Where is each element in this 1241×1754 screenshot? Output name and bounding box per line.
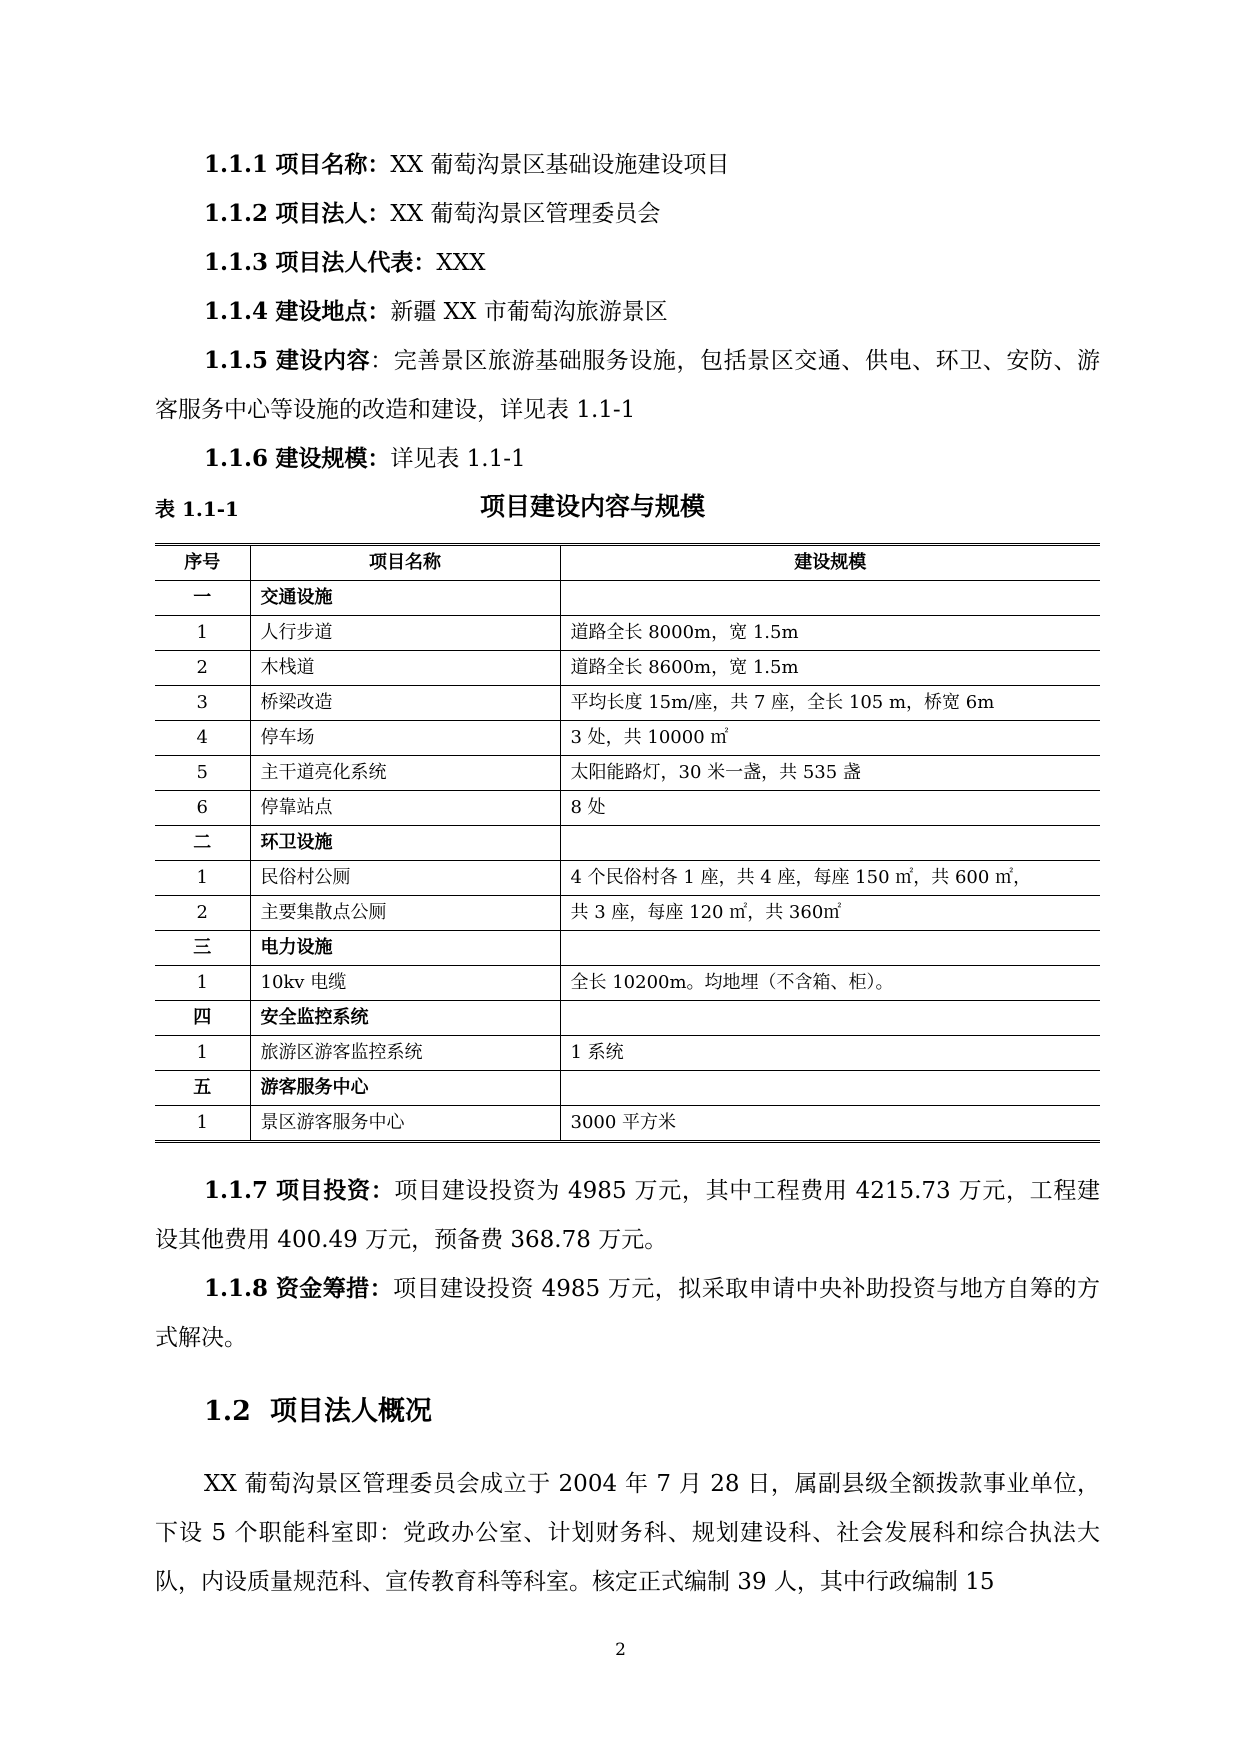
- table-row: [155, 1036, 1100, 1071]
- item-label: 项目名称：: [275, 151, 391, 178]
- cell-scale: 4 个民俗村各 1 座，共 4 座，每座 150 ㎡，共 600 ㎡，: [560, 861, 1100, 896]
- cell-no: 五: [155, 1071, 250, 1106]
- table-row: [155, 791, 1100, 826]
- item-1-1-5: [155, 336, 1100, 435]
- cell-no: 三: [155, 931, 250, 966]
- page-number: 2: [615, 1640, 626, 1660]
- table-row: [155, 651, 1100, 686]
- item-1-1-2: [155, 189, 1100, 239]
- section-heading: [204, 1392, 432, 1432]
- cell-scale: [560, 931, 1100, 966]
- table-row: [155, 931, 1100, 966]
- item-number: 1.1.3: [204, 249, 269, 276]
- item-1-1-6: [155, 434, 1100, 484]
- item-number: 1.1.5: [204, 347, 269, 374]
- cell-no: 5: [155, 756, 250, 791]
- section-title: 项目法人概况: [270, 1396, 432, 1427]
- item-number: 1.1.1: [204, 151, 269, 178]
- cell-name: 停靠站点: [250, 791, 560, 826]
- cell-no: 1: [155, 1106, 250, 1142]
- cell-scale: [560, 1001, 1100, 1036]
- item-number: 1.1.4: [204, 298, 269, 325]
- item-1-1-7: [155, 1166, 1100, 1265]
- cell-name: 主干道亮化系统: [250, 756, 560, 791]
- cell-name: 环卫设施: [250, 826, 560, 861]
- table-row: [155, 896, 1100, 931]
- cell-no: 1: [155, 861, 250, 896]
- cell-no: 一: [155, 581, 250, 616]
- table-row: [155, 826, 1100, 861]
- cell-name: 电力设施: [250, 931, 560, 966]
- table-row: [155, 721, 1100, 756]
- cell-name: 游客服务中心: [250, 1071, 560, 1106]
- cell-no: 2: [155, 651, 250, 686]
- cell-scale: 道路全长 8600m，宽 1.5m: [560, 651, 1100, 686]
- item-text: 新疆 XX 市葡萄沟旅游景区: [390, 299, 668, 325]
- item-number: 1.1.6: [204, 445, 269, 472]
- cell-no: 1: [155, 616, 250, 651]
- cell-no: 二: [155, 826, 250, 861]
- construction-table: [155, 543, 1100, 1143]
- item-text: 项目建设投资为 4985 万元，其中工程费用 4215.73 万元，工程建设其他费用 400.49 万元，预备费 368.78 万元。: [155, 1178, 1101, 1253]
- cell-name: 景区游客服务中心: [250, 1106, 560, 1142]
- item-text: 详见表 1.1-1: [390, 446, 526, 472]
- cell-name: 停车场: [250, 721, 560, 756]
- item-1-1-1: [155, 140, 1100, 190]
- item-number: 1.1.2: [204, 200, 269, 227]
- cell-no: 1: [155, 966, 250, 1001]
- item-text: ：完善景区旅游基础服务设施，包括景区交通、供电、环卫、安防、游客服务中心等设施的改造和建设，详见表 1.1-1: [155, 348, 1101, 423]
- cell-no: 1: [155, 1036, 250, 1071]
- item-number: 1.1.8: [204, 1275, 269, 1302]
- item-1-1-3: [155, 238, 1100, 288]
- cell-no: 6: [155, 791, 250, 826]
- item-label: 项目法人：: [275, 200, 391, 227]
- table-row: [155, 1106, 1100, 1142]
- table-row: [155, 686, 1100, 721]
- cell-scale: 全长 10200m。均地埋（不含箱、柜）。: [560, 966, 1100, 1001]
- cell-name: 人行步道: [250, 616, 560, 651]
- table-row: [155, 581, 1100, 616]
- cell-scale: 3 处，共 10000 ㎡: [560, 721, 1100, 756]
- cell-scale: 1 系统: [560, 1036, 1100, 1071]
- cell-name: 旅游区游客监控系统: [250, 1036, 560, 1071]
- item-label: 资金筹措：: [275, 1275, 394, 1302]
- cell-scale: 道路全长 8000m，宽 1.5m: [560, 616, 1100, 651]
- item-label: 项目投资：: [276, 1177, 395, 1204]
- header-name: 项目名称: [250, 545, 560, 581]
- cell-scale: 8 处: [560, 791, 1100, 826]
- cell-scale: [560, 581, 1100, 616]
- item-label: 建设规模：: [275, 445, 391, 472]
- table-title: 项目建设内容与规模: [480, 492, 706, 521]
- cell-no: 4: [155, 721, 250, 756]
- cell-no: 四: [155, 1001, 250, 1036]
- header-scale: 建设规模: [560, 545, 1100, 581]
- cell-name: 主要集散点公厕: [250, 896, 560, 931]
- cell-name: 10kv 电缆: [250, 966, 560, 1001]
- item-number: 1.1.7: [204, 1177, 269, 1204]
- header-no: 序号: [155, 545, 250, 581]
- item-label: 项目法人代表：: [275, 249, 437, 276]
- table-row: [155, 966, 1100, 1001]
- item-text: XX 葡萄沟景区管理委员会: [390, 201, 661, 227]
- table-row: [155, 616, 1100, 651]
- item-text: XXX: [436, 250, 486, 276]
- table-row: [155, 1071, 1100, 1106]
- table-row: [155, 861, 1100, 896]
- item-1-1-8: [155, 1264, 1100, 1363]
- cell-scale: 太阳能路灯，30 米一盏，共 535 盏: [560, 756, 1100, 791]
- table-header-row: [155, 545, 1100, 581]
- table-label: 表 1.1-1: [155, 497, 239, 521]
- cell-scale: [560, 826, 1100, 861]
- cell-no: 2: [155, 896, 250, 931]
- item-label: 建设内容: [275, 347, 371, 374]
- table-row: [155, 756, 1100, 791]
- item-label: 建设地点：: [275, 298, 391, 325]
- cell-scale: [560, 1071, 1100, 1106]
- item-1-1-4: [155, 287, 1100, 337]
- item-text: XX 葡萄沟景区基础设施建设项目: [390, 152, 730, 178]
- body-paragraph: XX 葡萄沟景区管理委员会成立于 2004 年 7 月 28 日，属副县级全额拨款事业单位，下设 5 个职能科室即：党政办公室、计划财务科、规划建设科、社会发展科和综合执法大队，内设质量规范科、宣传教育科等科室。核定正式编制 39 人，其中行政编制 15: [155, 1471, 1100, 1595]
- cell-name: 民俗村公厕: [250, 861, 560, 896]
- cell-name: 木栈道: [250, 651, 560, 686]
- cell-no: 3: [155, 686, 250, 721]
- cell-name: 交通设施: [250, 581, 560, 616]
- cell-scale: 平均长度 15m/座，共 7 座，全长 105 m，桥宽 6m: [560, 686, 1100, 721]
- cell-scale: 共 3 座，每座 120 ㎡，共 360㎡: [560, 896, 1100, 931]
- cell-scale: 3000 平方米: [560, 1106, 1100, 1142]
- item-text: 项目建设投资 4985 万元，拟采取申请中央补助投资与地方自筹的方式解决。: [155, 1276, 1101, 1351]
- table-row: [155, 1001, 1100, 1036]
- section-number: 1.2: [204, 1396, 251, 1427]
- cell-name: 桥梁改造: [250, 686, 560, 721]
- cell-name: 安全监控系统: [250, 1001, 560, 1036]
